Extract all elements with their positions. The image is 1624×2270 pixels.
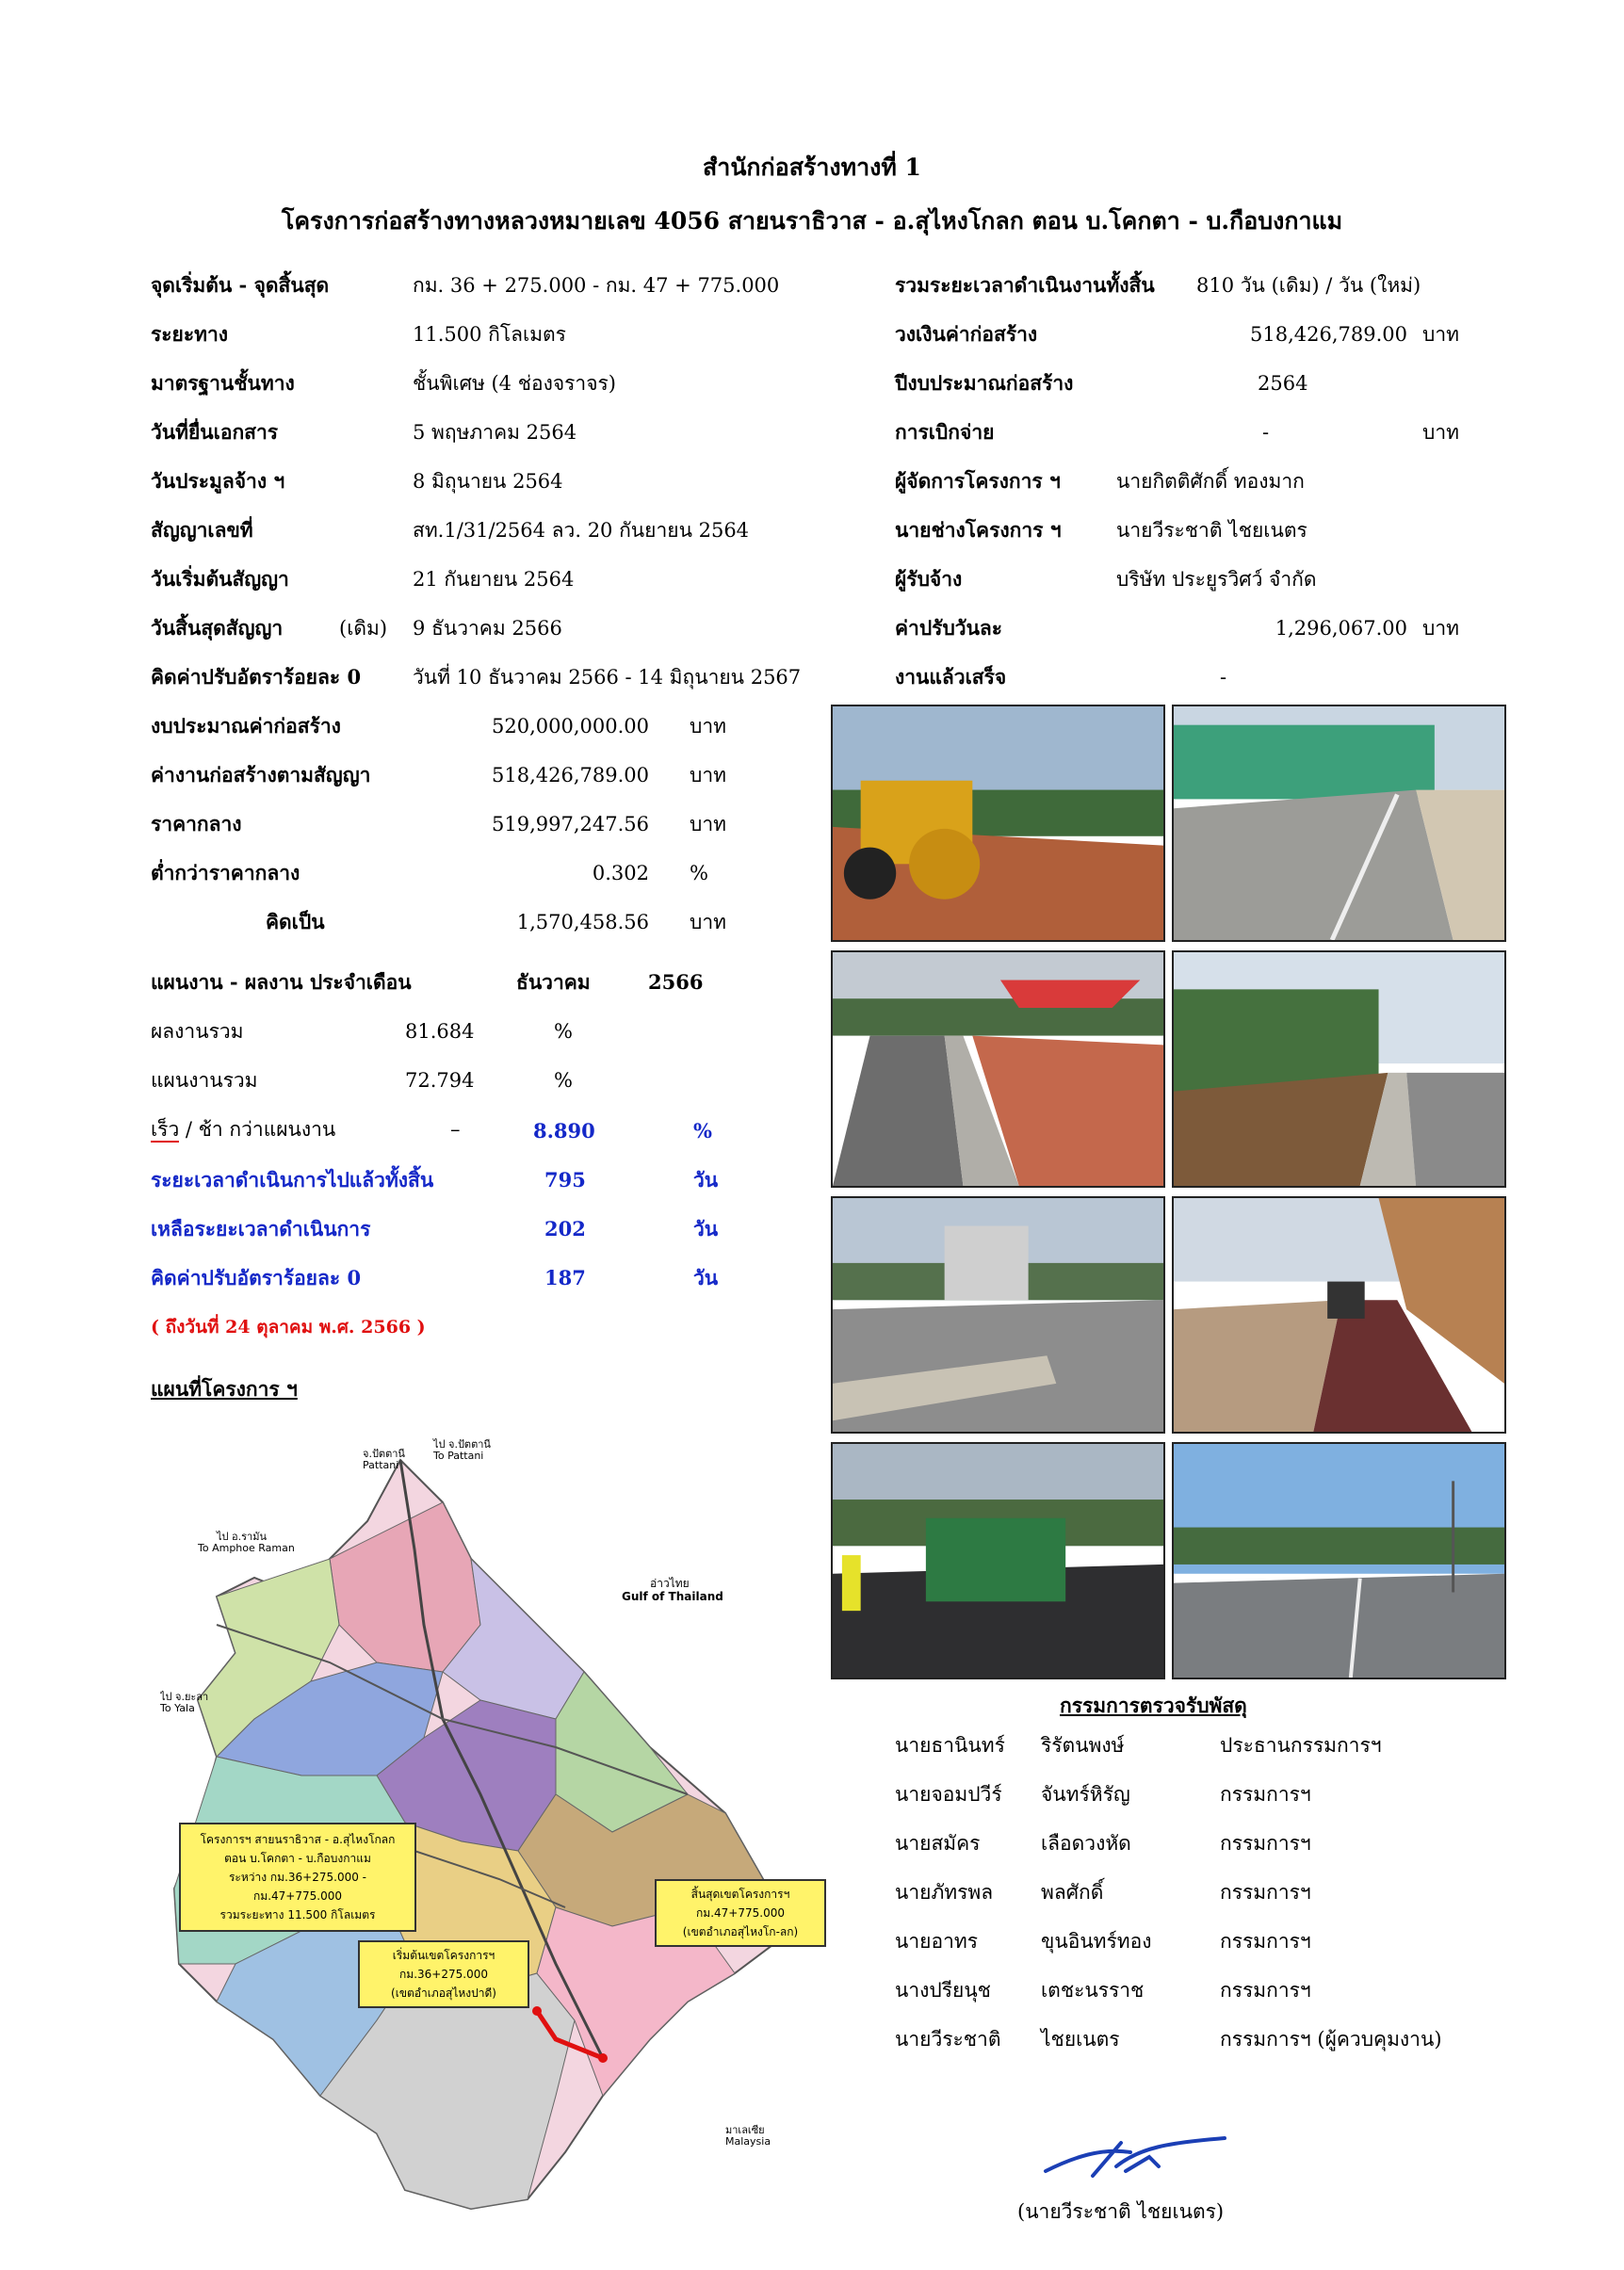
construction-photo-curb-work (831, 950, 1165, 1188)
member-last-name: ขุนอินทร์ทอง (1041, 1930, 1152, 1953)
info-label: ปีงบประมาณก่อสร้าง (895, 371, 1074, 395)
info-label: วงเงินค่าก่อสร้าง (895, 322, 1038, 346)
member-role: กรรมการฯ (1220, 1930, 1311, 1953)
member-role: กรรมการฯ (1220, 1783, 1311, 1806)
info-value: 810 วัน (เดิม) / วัน (ใหม่) (1196, 274, 1421, 297)
info-value: 1,296,067.00 (1275, 617, 1407, 640)
map-label-gulf-th: อ่าวไทย (650, 1577, 690, 1590)
callout-line: กม.36+275.000 (399, 1968, 488, 1981)
info-label: ผู้รับจ้าง (895, 567, 963, 591)
budget-value: 0.302 (592, 862, 649, 884)
budget-label: คิดเป็น (266, 910, 325, 933)
member-first-name: นายภัทรพล (895, 1881, 994, 1904)
map-label-to-raman-th: ไป อ.รามัน (217, 1531, 267, 1543)
map-label-to-yala-th: ไป จ.ยะลา (160, 1691, 209, 1703)
member-role: กรรมการฯ (1220, 1979, 1311, 2002)
map-label-malaysia-en: Malaysia (725, 2135, 771, 2148)
callout-line: รวมระยะทาง 11.500 กิโลเมตร (219, 1908, 376, 1921)
time-value: 202 (544, 1217, 586, 1240)
actual-progress-label: ผลงานรวม (151, 1020, 244, 1043)
info-value: กม. 36 + 275.000 - กม. 47 + 775.000 (413, 274, 780, 297)
info-label: วันสิ้นสุดสัญญา (151, 616, 284, 640)
end-point-callout (655, 1879, 826, 1947)
info-value: ชั้นพิเศษ (4 ช่องจราจร) (413, 372, 616, 395)
time-label: ระยะเวลาดำเนินการไปแล้วทั้งสิ้น (151, 1168, 434, 1192)
map-label-malaysia-th: มาเลเซีย (725, 2124, 765, 2136)
info-value: นายกิตติศักดิ์ ทองมาก (1116, 470, 1305, 493)
member-last-name: จันทร์หิรัญ (1041, 1783, 1130, 1806)
member-role: กรรมการฯ (1220, 1832, 1311, 1855)
time-value: 795 (544, 1168, 586, 1192)
project-map (160, 1436, 820, 2223)
budget-unit: บาท (690, 911, 726, 933)
info-label: ระยะทาง (151, 322, 229, 346)
budget-value: 519,997,247.56 (492, 813, 649, 835)
planned-progress-unit: % (554, 1069, 573, 1092)
budget-value: 520,000,000.00 (492, 715, 649, 738)
member-first-name: นายสมัคร (895, 1832, 981, 1855)
actual-progress-unit: % (554, 1020, 573, 1043)
as-of-date: ( ถึงวันที่ 24 ตุลาคม พ.ศ. 2566 ) (151, 1317, 426, 1338)
info-unit: บาท (1422, 323, 1459, 346)
signature-image (1036, 2129, 1234, 2195)
time-unit: วัน (693, 1266, 719, 1289)
budget-label: ราคากลาง (151, 812, 242, 835)
project-info-callout (179, 1823, 416, 1932)
map-label-to-yala-en: To Yala (160, 1702, 195, 1714)
time-label: คิดค่าปรับอัตราร้อยละ 0 (151, 1266, 362, 1289)
callout-line: ระหว่าง กม.36+275.000 - กม.47+775.000 (228, 1871, 367, 1903)
info-label: ผู้จัดการโครงการ ฯ (895, 469, 1061, 493)
info-value: 21 กันยายน 2564 (413, 568, 575, 591)
budget-label: งบประมาณค่าก่อสร้าง (151, 714, 341, 738)
progress-year: 2566 (648, 970, 704, 994)
member-role: ประธานกรรมการฯ (1220, 1734, 1382, 1757)
info-value: 11.500 กิโลเมตร (413, 323, 566, 346)
signer-name: (นายวีระชาติ ไชยเนตร) (1017, 2200, 1225, 2223)
info-value: - (1220, 666, 1227, 689)
member-last-name: เลือดวงหัด (1041, 1832, 1131, 1855)
member-first-name: นายอาทร (895, 1930, 978, 1953)
info-unit: บาท (1422, 421, 1459, 444)
time-label: เหลือระยะเวลาดำเนินการ (151, 1217, 371, 1240)
callout-line: เริ่มต้นเขตโครงการฯ (392, 1949, 495, 1962)
map-label-to-raman-en: To Amphoe Raman (198, 1542, 295, 1554)
callout-line: โครงการฯ สายนราธิวาส - อ.สุไหงโกลก (200, 1833, 396, 1846)
info-label: การเบิกจ่าย (895, 420, 995, 444)
time-value: 187 (544, 1266, 586, 1289)
member-role: กรรมการฯ (ผู้ควบคุมงาน) (1220, 2028, 1442, 2051)
construction-photo-roller (831, 705, 1165, 942)
info-label: มาตรฐานชั้นทาง (151, 371, 295, 395)
member-last-name: ริรัตนพงษ์ (1041, 1734, 1125, 1757)
map-label-gulf-en: Gulf of Thailand (622, 1590, 723, 1603)
member-last-name: พลศักดิ์ (1041, 1881, 1104, 1904)
budget-unit: บาท (690, 715, 726, 738)
map-label-to-pattani-en: To Pattani (433, 1450, 484, 1462)
info-value: วันที่ 10 ธันวาคม 2566 - 14 มิถุนายน 2567 (413, 666, 802, 689)
project-title: โครงการก่อสร้างทางหลวงหมายเลข 4056 สายนราธิวาส - อ.สุไหงโกลก ตอน บ.โคกตา - บ.กือบงกาแม (281, 207, 1343, 235)
speed-label (151, 1117, 335, 1142)
speed-unit: % (693, 1119, 712, 1143)
member-last-name: ไชยเนตร (1041, 2028, 1120, 2051)
speed-rest-words: / ช้า กว่าแผนงาน (179, 1118, 336, 1141)
construction-photo-concrete-lane (1172, 705, 1506, 942)
info-label: รวมระยะเวลาดำเนินงานทั้งสิ้น (895, 273, 1155, 297)
budget-value: 1,570,458.56 (516, 911, 649, 933)
member-first-name: นายธานินทร์ (895, 1734, 1005, 1757)
budget-unit: บาท (690, 764, 726, 786)
actual-progress-value: 81.684 (405, 1020, 475, 1043)
info-label: วันที่ยื่นเอกสาร (151, 420, 279, 444)
member-first-name: นายจอมปวีร์ (895, 1783, 1002, 1806)
callout-line: สิ้นสุดเขตโครงการฯ (690, 1888, 790, 1901)
info-label: สัญญาเลขที่ (151, 518, 253, 542)
info-value: สท.1/31/2564 ลว. 20 กันยายน 2564 (413, 519, 750, 542)
callout-line: กม.47+775.000 (696, 1906, 785, 1920)
budget-unit: บาท (690, 813, 726, 835)
time-unit: วัน (693, 1168, 719, 1192)
member-first-name: นายวีระชาติ (895, 2028, 1001, 2051)
planned-progress-value: 72.794 (405, 1069, 475, 1092)
speed-value: 8.890 (533, 1119, 595, 1143)
planned-progress-label: แผนงานรวม (151, 1069, 258, 1092)
member-last-name: เตชะนรราช (1041, 1979, 1145, 2002)
info-value: 2564 (1258, 372, 1308, 395)
speed-fast-word: เร็ว (151, 1118, 180, 1141)
callout-line: (เขตอำเภอสุไหงปาดี) (391, 1986, 496, 2000)
info-label: คิดค่าปรับอัตราร้อยละ 0 (151, 665, 362, 689)
map-label-pattani-en: Pattani (363, 1459, 399, 1471)
member-first-name: นางปรียนุช (895, 1979, 991, 2002)
callout-line: ตอน บ.โคกตา - บ.กือบงกาแม (224, 1852, 371, 1865)
time-unit: วัน (693, 1217, 719, 1240)
info-label: วันประมูลจ้าง ฯ (151, 469, 285, 493)
progress-month: ธันวาคม (516, 970, 591, 994)
construction-photo-road-base (1172, 1196, 1506, 1434)
info-label: นายช่างโครงการ ฯ (895, 518, 1062, 542)
info-label: วันเริ่มต้นสัญญา (151, 567, 289, 591)
construction-photo-paving-crew (831, 1196, 1165, 1434)
construction-photo-asphalt-paver (831, 1442, 1165, 1679)
info-value: บริษัท ประยูรวิศว์ จำกัด (1116, 568, 1317, 591)
member-role: กรรมการฯ (1220, 1881, 1311, 1904)
info-value: 9 ธันวาคม 2566 (413, 617, 562, 640)
map-label-to-pattani-th: ไป จ.ปัตตานี (433, 1438, 491, 1451)
office-title: สำนักก่อสร้างทางที่ 1 (703, 154, 921, 181)
progress-heading: แผนงาน - ผลงาน ประจำเดือน (151, 970, 412, 994)
info-value: - (1262, 421, 1270, 444)
info-label: งานแล้วเสร็จ (895, 665, 1007, 689)
map-heading: แผนที่โครงการ ฯ (151, 1377, 298, 1401)
construction-photo-finished-road (1172, 1442, 1506, 1679)
budget-label: ต่ำกว่าราคากลาง (151, 861, 300, 884)
map-label-pattani-th: จ.ปัตตานี (363, 1448, 405, 1460)
budget-unit: % (690, 862, 708, 884)
info-label: ค่าปรับวันละ (895, 616, 1003, 640)
callout-line: (เขตอำเภอสุไหงโก-ลก) (682, 1925, 799, 1938)
info-value: 518,426,789.00 (1250, 323, 1407, 346)
info-unit: บาท (1422, 617, 1459, 640)
info-label: จุดเริ่มต้น - จุดสิ้นสุด (151, 273, 330, 297)
start-point-callout (358, 1940, 529, 2008)
budget-value: 518,426,789.00 (492, 764, 649, 786)
construction-photo-ditch (1172, 950, 1506, 1188)
info-value: 8 มิถุนายน 2564 (413, 470, 563, 493)
info-value: 5 พฤษภาคม 2564 (413, 421, 577, 444)
speed-dash: – (450, 1118, 461, 1141)
info-sublabel: (เดิม) (339, 617, 388, 640)
committee-heading: กรรมการตรวจรับพัสดุ (1060, 1694, 1247, 1717)
info-value: นายวีระชาติ ไชยเนตร (1116, 519, 1307, 542)
budget-label: ค่างานก่อสร้างตามสัญญา (151, 763, 371, 786)
